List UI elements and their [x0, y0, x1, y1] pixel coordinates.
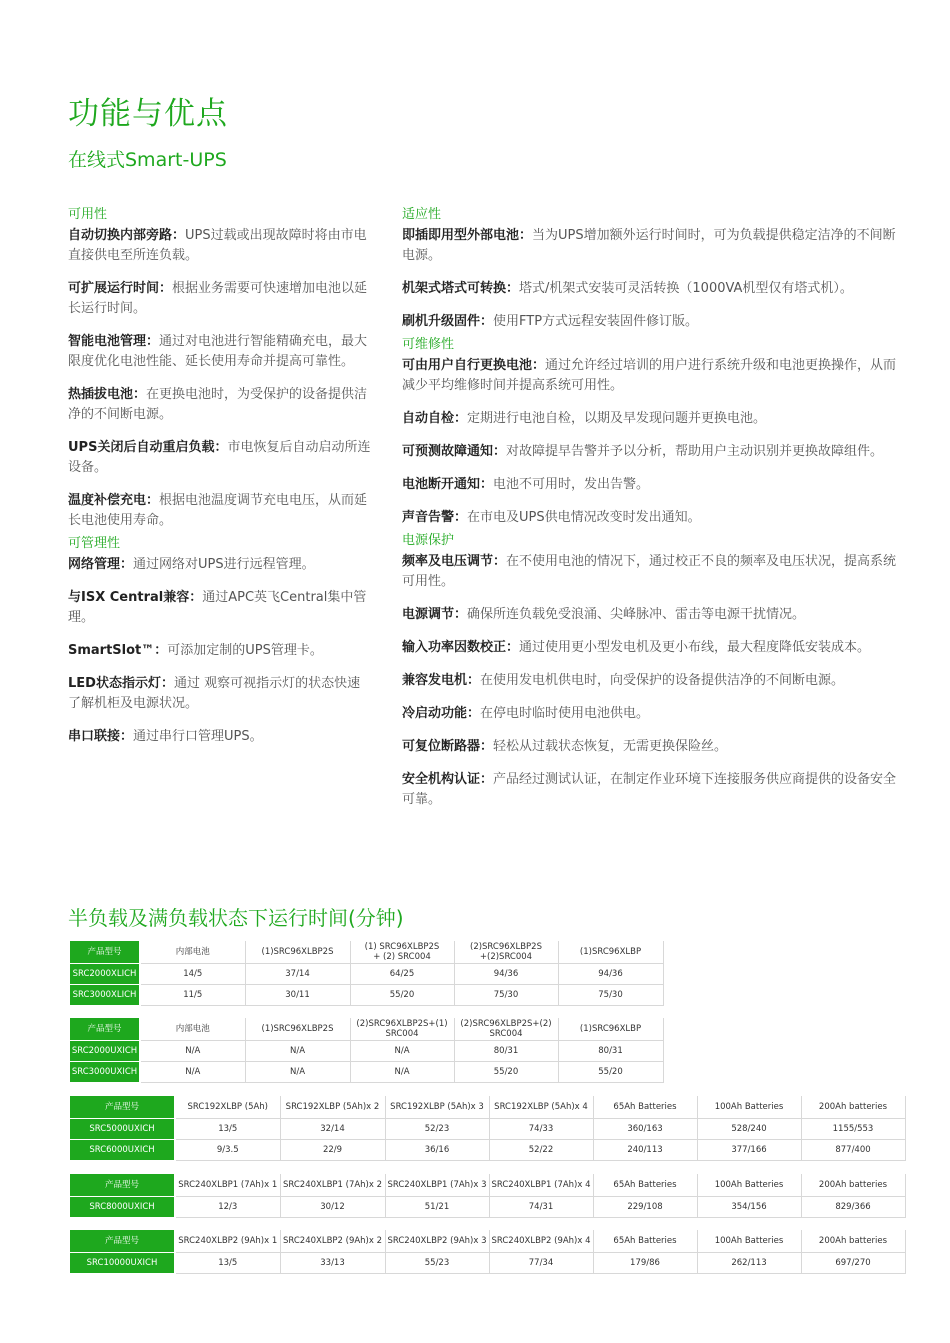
table-header-cell: 200Ah batteries — [801, 1174, 905, 1197]
feature-item — [68, 279, 373, 319]
feature-item — [402, 409, 900, 429]
table-row — [70, 985, 663, 1006]
feature-description: 对故障提早告警并予以分析，帮助用户主动识别并更换故障组件。 — [506, 444, 884, 459]
runtime-table — [70, 1174, 906, 1218]
feature-title: 可预测故障通知： — [402, 444, 507, 459]
table-row — [70, 1062, 663, 1083]
runtime-cell: 74/31 — [489, 1197, 593, 1218]
model-cell: SRC2000XLICH — [70, 964, 140, 985]
table-header-cell: 100Ah Batteries — [697, 1174, 801, 1197]
section-heading: 可维修性 — [402, 337, 455, 352]
runtime-cell: 55/20 — [454, 1062, 558, 1083]
feature-title: 电池断开通知： — [402, 477, 494, 492]
runtime-cell: 64/25 — [350, 964, 454, 985]
runtime-cell: 52/23 — [385, 1119, 489, 1140]
runtime-cell: 55/23 — [385, 1253, 489, 1274]
feature-title: 自动切换内部旁路： — [68, 228, 186, 243]
feature-title: SmartSlot™： — [68, 643, 168, 658]
runtime-cell: 36/16 — [385, 1140, 489, 1161]
table-header-cell: 内部电池 — [140, 1018, 245, 1041]
feature-description: 根据电池温度调节充电电压，从而延长电池使用寿命。 — [68, 493, 368, 528]
features-left-column — [68, 206, 373, 751]
feature-title: 安全机构认证： — [402, 772, 494, 787]
feature-description: 电池不可用时，发出告警。 — [493, 477, 650, 492]
features-right-column — [402, 206, 900, 814]
runtime-cell: N/A — [245, 1041, 350, 1062]
runtime-cell: 30/12 — [280, 1197, 385, 1218]
feature-item — [402, 356, 900, 396]
runtime-cell: 52/22 — [489, 1140, 593, 1161]
table-header-cell: SRC192XLBP (5Ah) — [175, 1096, 280, 1119]
runtime-cell: 9/3.5 — [175, 1140, 280, 1161]
table-header-cell: (1)SRC96XLBP2S — [245, 1018, 350, 1041]
table-row — [70, 1197, 905, 1218]
table-row — [70, 1140, 905, 1161]
runtime-cell: 74/33 — [489, 1119, 593, 1140]
table-header-cell: 65Ah Batteries — [593, 1096, 697, 1119]
feature-item — [68, 491, 373, 531]
table-header-row — [70, 1018, 663, 1041]
feature-description: 定期进行电池自检，以期及早发现问题并更换电池。 — [467, 411, 767, 426]
feature-item — [402, 508, 900, 528]
feature-title: 刷机升级固件： — [402, 314, 494, 329]
runtime-cell: 94/36 — [454, 964, 558, 985]
feature-description: 通过使用更小型发电机及更小布线，最大程度降低安装成本。 — [519, 640, 871, 655]
feature-item — [402, 442, 900, 462]
feature-title: 兼容发电机： — [402, 673, 481, 688]
table-header-cell: 产品型号 — [70, 1174, 175, 1197]
model-cell: SRC8000UXICH — [70, 1197, 175, 1218]
table-header-cell: 65Ah Batteries — [593, 1174, 697, 1197]
feature-title: 即插即用型外部电池： — [402, 228, 533, 243]
feature-item — [402, 704, 900, 724]
feature-title: 热插拔电池： — [68, 387, 147, 402]
table-header-cell: SRC192XLBP (5Ah)x 3 — [385, 1096, 489, 1119]
feature-item — [402, 475, 900, 495]
runtime-cell: 13/5 — [175, 1119, 280, 1140]
table-header-cell: 100Ah Batteries — [697, 1096, 801, 1119]
feature-item — [68, 588, 373, 628]
table-header-cell: 200Ah batteries — [801, 1096, 905, 1119]
runtime-cell: 229/108 — [593, 1197, 697, 1218]
table-header-cell: 产品型号 — [70, 941, 140, 964]
table-header-cell: 产品型号 — [70, 1230, 175, 1253]
runtime-cell: 240/113 — [593, 1140, 697, 1161]
runtime-cell: 33/13 — [280, 1253, 385, 1274]
table-header-cell: 200Ah batteries — [801, 1230, 905, 1253]
table-header-cell: 内部电池 — [140, 941, 245, 964]
runtime-cell: 51/21 — [385, 1197, 489, 1218]
table-header-cell: SRC240XLBP2 (9Ah)x 3 — [385, 1230, 489, 1253]
feature-title: 频率及电压调节： — [402, 554, 507, 569]
feature-item — [68, 727, 373, 747]
runtime-cell: 13/5 — [175, 1253, 280, 1274]
table-header-cell: (1)SRC96XLBP — [558, 941, 663, 964]
model-cell: SRC5000UXICH — [70, 1119, 175, 1140]
table-header-cell: 65Ah Batteries — [593, 1230, 697, 1253]
feature-description: 在市电及UPS供电情况改变时发出通知。 — [467, 510, 701, 525]
runtime-table — [70, 1096, 906, 1161]
runtime-section-title: 半负载及满负载状态下运行时间(分钟) — [68, 906, 404, 930]
feature-description: 轻松从过载状态恢复，无需更换保险丝。 — [493, 739, 728, 754]
feature-description: UPS过载或出现故障时将由市电直接供电至所连负载。 — [68, 228, 367, 263]
table-header-cell: 产品型号 — [70, 1018, 140, 1041]
section-heading: 可用性 — [68, 207, 108, 222]
feature-item — [68, 332, 373, 372]
feature-item — [402, 279, 900, 299]
feature-description: 通过 观察可视指示灯的状态快速了解机柜及电源状况。 — [68, 676, 361, 711]
feature-description: 在不使用电池的情况下，通过校正不良的频率及电压状况，提高系统可用性。 — [402, 554, 897, 589]
runtime-cell: 55/20 — [350, 985, 454, 1006]
runtime-table — [70, 1230, 906, 1274]
runtime-table — [70, 1018, 664, 1083]
runtime-cell: 80/31 — [558, 1041, 663, 1062]
model-cell: SRC3000XLICH — [70, 985, 140, 1006]
feature-item — [402, 312, 900, 332]
runtime-cell: 262/113 — [697, 1253, 801, 1274]
feature-item — [402, 226, 900, 266]
table-header-cell: (2)SRC96XLBP2S+(1) SRC004 — [350, 1018, 454, 1041]
feature-title: 电源调节： — [402, 607, 468, 622]
feature-description: 通过允许经过培训的用户进行系统升级和电池更换操作，从而减少平均维修时间并提高系统可用性。 — [402, 358, 897, 393]
runtime-cell: N/A — [350, 1062, 454, 1083]
runtime-cell: 179/86 — [593, 1253, 697, 1274]
table-header-cell: SRC192XLBP (5Ah)x 4 — [489, 1096, 593, 1119]
model-cell: SRC3000UXICH — [70, 1062, 140, 1083]
runtime-cell: N/A — [245, 1062, 350, 1083]
feature-description: 确保所连负载免受浪涌、尖峰脉冲、雷击等电源干扰情况。 — [467, 607, 806, 622]
runtime-cell: 32/14 — [280, 1119, 385, 1140]
table-header-cell: (1)SRC96XLBP2S — [245, 941, 350, 964]
runtime-cell: 877/400 — [801, 1140, 905, 1161]
feature-title: 机架式塔式可转换： — [402, 281, 520, 296]
runtime-cell: 37/14 — [245, 964, 350, 985]
runtime-cell: N/A — [350, 1041, 454, 1062]
runtime-cell: 30/11 — [245, 985, 350, 1006]
table-header-cell: 产品型号 — [70, 1096, 175, 1119]
table-header-row — [70, 941, 663, 964]
runtime-cell: 80/31 — [454, 1041, 558, 1062]
table-header-cell: (1) SRC96XLBP2S + (2) SRC004 — [350, 941, 454, 964]
feature-description: 当为UPS增加额外运行时间时，可为负载提供稳定洁净的不间断电源。 — [402, 228, 896, 263]
feature-item — [68, 438, 373, 478]
feature-item — [68, 226, 373, 266]
feature-title: 可由用户自行更换电池： — [402, 358, 546, 373]
feature-item — [402, 737, 900, 757]
feature-description: 产品经过测试认证，在制定作业环境下连接服务供应商提供的设备安全可靠。 — [402, 772, 897, 807]
table-header-cell: SRC240XLBP2 (9Ah)x 2 — [280, 1230, 385, 1253]
feature-description: 根据业务需要可快速增加电池以延长运行时间。 — [68, 281, 368, 316]
table-header-cell: SRC240XLBP1 (7Ah)x 1 — [175, 1174, 280, 1197]
feature-title: 声音告警： — [402, 510, 468, 525]
table-header-cell: SRC240XLBP2 (9Ah)x 1 — [175, 1230, 280, 1253]
table-header-cell: SRC240XLBP1 (7Ah)x 2 — [280, 1174, 385, 1197]
section-heading: 适应性 — [402, 207, 442, 222]
feature-description: 使用FTP方式远程安装固件修订版。 — [493, 314, 699, 329]
feature-item — [68, 385, 373, 425]
runtime-cell: N/A — [140, 1041, 245, 1062]
runtime-cell: 377/166 — [697, 1140, 801, 1161]
table-header-cell: SRC240XLBP1 (7Ah)x 3 — [385, 1174, 489, 1197]
runtime-table — [70, 941, 664, 1006]
table-header-cell: (2)SRC96XLBP2S +(2)SRC004 — [454, 941, 558, 964]
feature-item — [68, 674, 373, 714]
feature-description: 市电恢复后自动启动所连设备。 — [68, 440, 371, 475]
page-subtitle: 在线式Smart-UPS — [68, 149, 227, 171]
feature-item — [402, 770, 900, 810]
feature-description: 可添加定制的UPS管理卡。 — [167, 643, 323, 658]
feature-item — [402, 552, 900, 592]
table-header-row — [70, 1230, 905, 1253]
model-cell: SRC6000UXICH — [70, 1140, 175, 1161]
table-row — [70, 1119, 905, 1140]
section-heading: 电源保护 — [402, 533, 455, 548]
runtime-cell: 829/366 — [801, 1197, 905, 1218]
table-header-row — [70, 1096, 905, 1119]
feature-item — [68, 641, 373, 661]
feature-description: 在更换电池时，为受保护的设备提供洁净的不间断电源。 — [68, 387, 368, 422]
feature-title: 与ISX Central兼容： — [68, 590, 203, 605]
table-header-cell: SRC240XLBP1 (7Ah)x 4 — [489, 1174, 593, 1197]
runtime-cell: 528/240 — [697, 1119, 801, 1140]
table-row — [70, 1253, 905, 1274]
page-title: 功能与优点 — [68, 96, 228, 132]
model-cell: SRC2000UXICH — [70, 1041, 140, 1062]
runtime-cell: 94/36 — [558, 964, 663, 985]
runtime-cell: 77/34 — [489, 1253, 593, 1274]
feature-description: 通过网络对UPS进行远程管理。 — [133, 557, 315, 572]
runtime-cell: 360/163 — [593, 1119, 697, 1140]
feature-title: 网络管理： — [68, 557, 134, 572]
runtime-cell: 11/5 — [140, 985, 245, 1006]
runtime-cell: 354/156 — [697, 1197, 801, 1218]
table-header-cell: SRC240XLBP2 (9Ah)x 4 — [489, 1230, 593, 1253]
model-cell: SRC10000UXICH — [70, 1253, 175, 1274]
table-header-row — [70, 1174, 905, 1197]
runtime-cell: N/A — [140, 1062, 245, 1083]
feature-item — [402, 638, 900, 658]
feature-title: 自动自检： — [402, 411, 468, 426]
runtime-cell: 22/9 — [280, 1140, 385, 1161]
feature-description: 在停电时临时使用电池供电。 — [480, 706, 650, 721]
runtime-cell: 55/20 — [558, 1062, 663, 1083]
table-header-cell: (1)SRC96XLBP — [558, 1018, 663, 1041]
feature-description: 塔式/机架式安装可灵活转换（1000VA机型仅有塔式机）。 — [519, 281, 853, 296]
feature-title: 冷启动功能： — [402, 706, 481, 721]
table-row — [70, 964, 663, 985]
feature-item — [402, 605, 900, 625]
feature-description: 在使用发电机供电时，向受保护的设备提供洁净的不间断电源。 — [480, 673, 845, 688]
runtime-cell: 75/30 — [454, 985, 558, 1006]
runtime-cell: 14/5 — [140, 964, 245, 985]
feature-description: 通过APC英飞Central集中管理。 — [68, 590, 367, 625]
runtime-cell: 75/30 — [558, 985, 663, 1006]
feature-title: 温度补偿充电： — [68, 493, 160, 508]
feature-title: 串口联接： — [68, 729, 134, 744]
feature-title: 可扩展运行时间： — [68, 281, 173, 296]
runtime-cell: 1155/553 — [801, 1119, 905, 1140]
table-header-cell: 100Ah Batteries — [697, 1230, 801, 1253]
feature-title: 输入功率因数校正： — [402, 640, 520, 655]
feature-item — [68, 555, 373, 575]
table-row — [70, 1041, 663, 1062]
runtime-cell: 697/270 — [801, 1253, 905, 1274]
runtime-cell: 12/3 — [175, 1197, 280, 1218]
feature-description: 通过串行口管理UPS。 — [133, 729, 263, 744]
feature-title: 可复位断路器： — [402, 739, 494, 754]
feature-item — [402, 671, 900, 691]
feature-title: LED状态指示灯： — [68, 676, 174, 691]
table-header-cell: (2)SRC96XLBP2S+(2) SRC004 — [454, 1018, 558, 1041]
feature-title: UPS关闭后自动重启负载： — [68, 440, 228, 455]
section-heading: 可管理性 — [68, 536, 121, 551]
feature-title: 智能电池管理： — [68, 334, 160, 349]
table-header-cell: SRC192XLBP (5Ah)x 2 — [280, 1096, 385, 1119]
feature-description: 通过对电池进行智能精确充电，最大限度优化电池性能、延长使用寿命并提高可靠性。 — [68, 334, 368, 369]
